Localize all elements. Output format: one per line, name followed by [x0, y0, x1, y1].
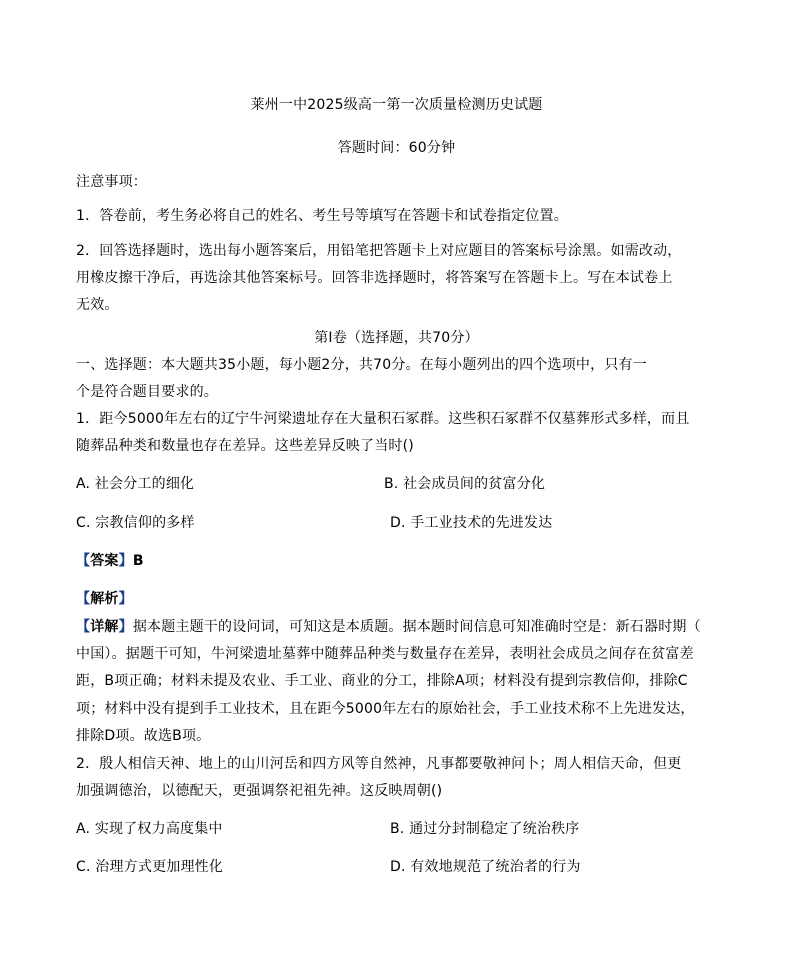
q1-option-d: D. 手工业技术的先进发达: [390, 515, 553, 531]
q1-option-c: C. 宗教信仰的多样: [76, 515, 195, 531]
note-2-line-2: 用橡皮擦干净后，再选涂其他答案标号。回答非选择题时，将答案写在答题卡上。写在本试卷上: [76, 270, 673, 286]
answer-value: B: [132, 553, 144, 569]
q2-option-c: C. 治理方式更加理性化: [76, 859, 224, 875]
note-1: 1．答卷前，考生务必将自己的姓名、考生号等填写在答题卡和试卷指定位置。: [76, 208, 568, 224]
detail-text-1: 据本题主题干的设问词，可知这是本质题。据本题时间信息可知准确时空是：新石器时期（: [132, 619, 701, 635]
q1-stem-line-2: 随葬品种类和数量也存在差异。这些差异反映了当时(): [76, 438, 414, 454]
exam-time: 答题时间：60分钟: [337, 140, 456, 156]
note-2-line-3: 无效。: [76, 297, 119, 313]
q2-stem-line-1: 2．殷人相信天神、地上的山川河岳和四方风等自然神，凡事都要敬神问卜；周人相信天命，但更: [76, 756, 682, 772]
q1-stem-line-1: 1．距今5000年左右的辽宁牛河梁遗址存在大量积石冢群。这些积石冢群不仅墓葬形式多样，而且: [76, 411, 690, 427]
notes-heading: 注意事项：: [76, 174, 147, 190]
q1-analysis-heading: [76, 590, 133, 608]
section-intro-line-2: 个是符合题目要求的。: [76, 384, 218, 400]
analysis-bracket-open: 【: [76, 591, 91, 607]
answer-bracket-close: 】: [118, 553, 133, 569]
note-2-line-1: 2．回答选择题时，选出每小题答案后，用铅笔把答题卡上对应题目的答案标号涂黑。如需改动，: [76, 243, 682, 259]
q1-detail-line-3: 距，B项正确；材料未提及农业、手工业、商业的分工，排除A项；材料没有提到宗教信仰，排除C: [76, 673, 688, 689]
q1-detail-line-2: 中国）。据题干可知，牛河梁遗址墓葬中随葬品种类与数量存在差异，表明社会成员之间存在贫富差: [76, 646, 694, 662]
answer-bracket-open: 【: [76, 553, 91, 569]
exam-title: 莱州一中2025级高一第一次质量检测历史试题: [250, 97, 543, 113]
q2-stem-line-2: 加强调德治，以德配天，更强调祭祀祖先神。这反映周朝(): [76, 783, 443, 799]
q2-option-a: A. 实现了权力高度集中: [76, 821, 223, 837]
detail-bracket-open: 【: [76, 619, 91, 635]
answer-label: 答案: [90, 553, 119, 569]
q1-detail-line-4: 项；材料中没有提到手工业技术，且在距今5000年左右的原始社会，手工业技术称不上先进发达，: [76, 701, 695, 717]
q1-answer: [76, 552, 144, 570]
q1-detail-line-1: [76, 618, 701, 636]
q1-option-a: A. 社会分工的细化: [76, 476, 195, 492]
analysis-label: 解析: [90, 591, 119, 607]
detail-bracket-close: 】: [118, 619, 133, 635]
analysis-bracket-close: 】: [118, 591, 133, 607]
detail-label: 详解: [90, 619, 119, 635]
q1-detail-line-5: 排除D项。故选B项。: [76, 728, 211, 744]
q1-option-b: B. 社会成员间的贫富分化: [384, 476, 546, 492]
q2-option-b: B. 通过分封制稳定了统治秩序: [390, 821, 580, 837]
section-intro-line-1: 一、选择题：本大题共35小题，每小题2分，共70分。在每小题列出的四个选项中，只有一: [76, 357, 647, 373]
section-title: 第Ⅰ卷（选择题，共70分）: [314, 330, 479, 346]
q2-option-d: D. 有效地规范了统治者的行为: [390, 859, 581, 875]
